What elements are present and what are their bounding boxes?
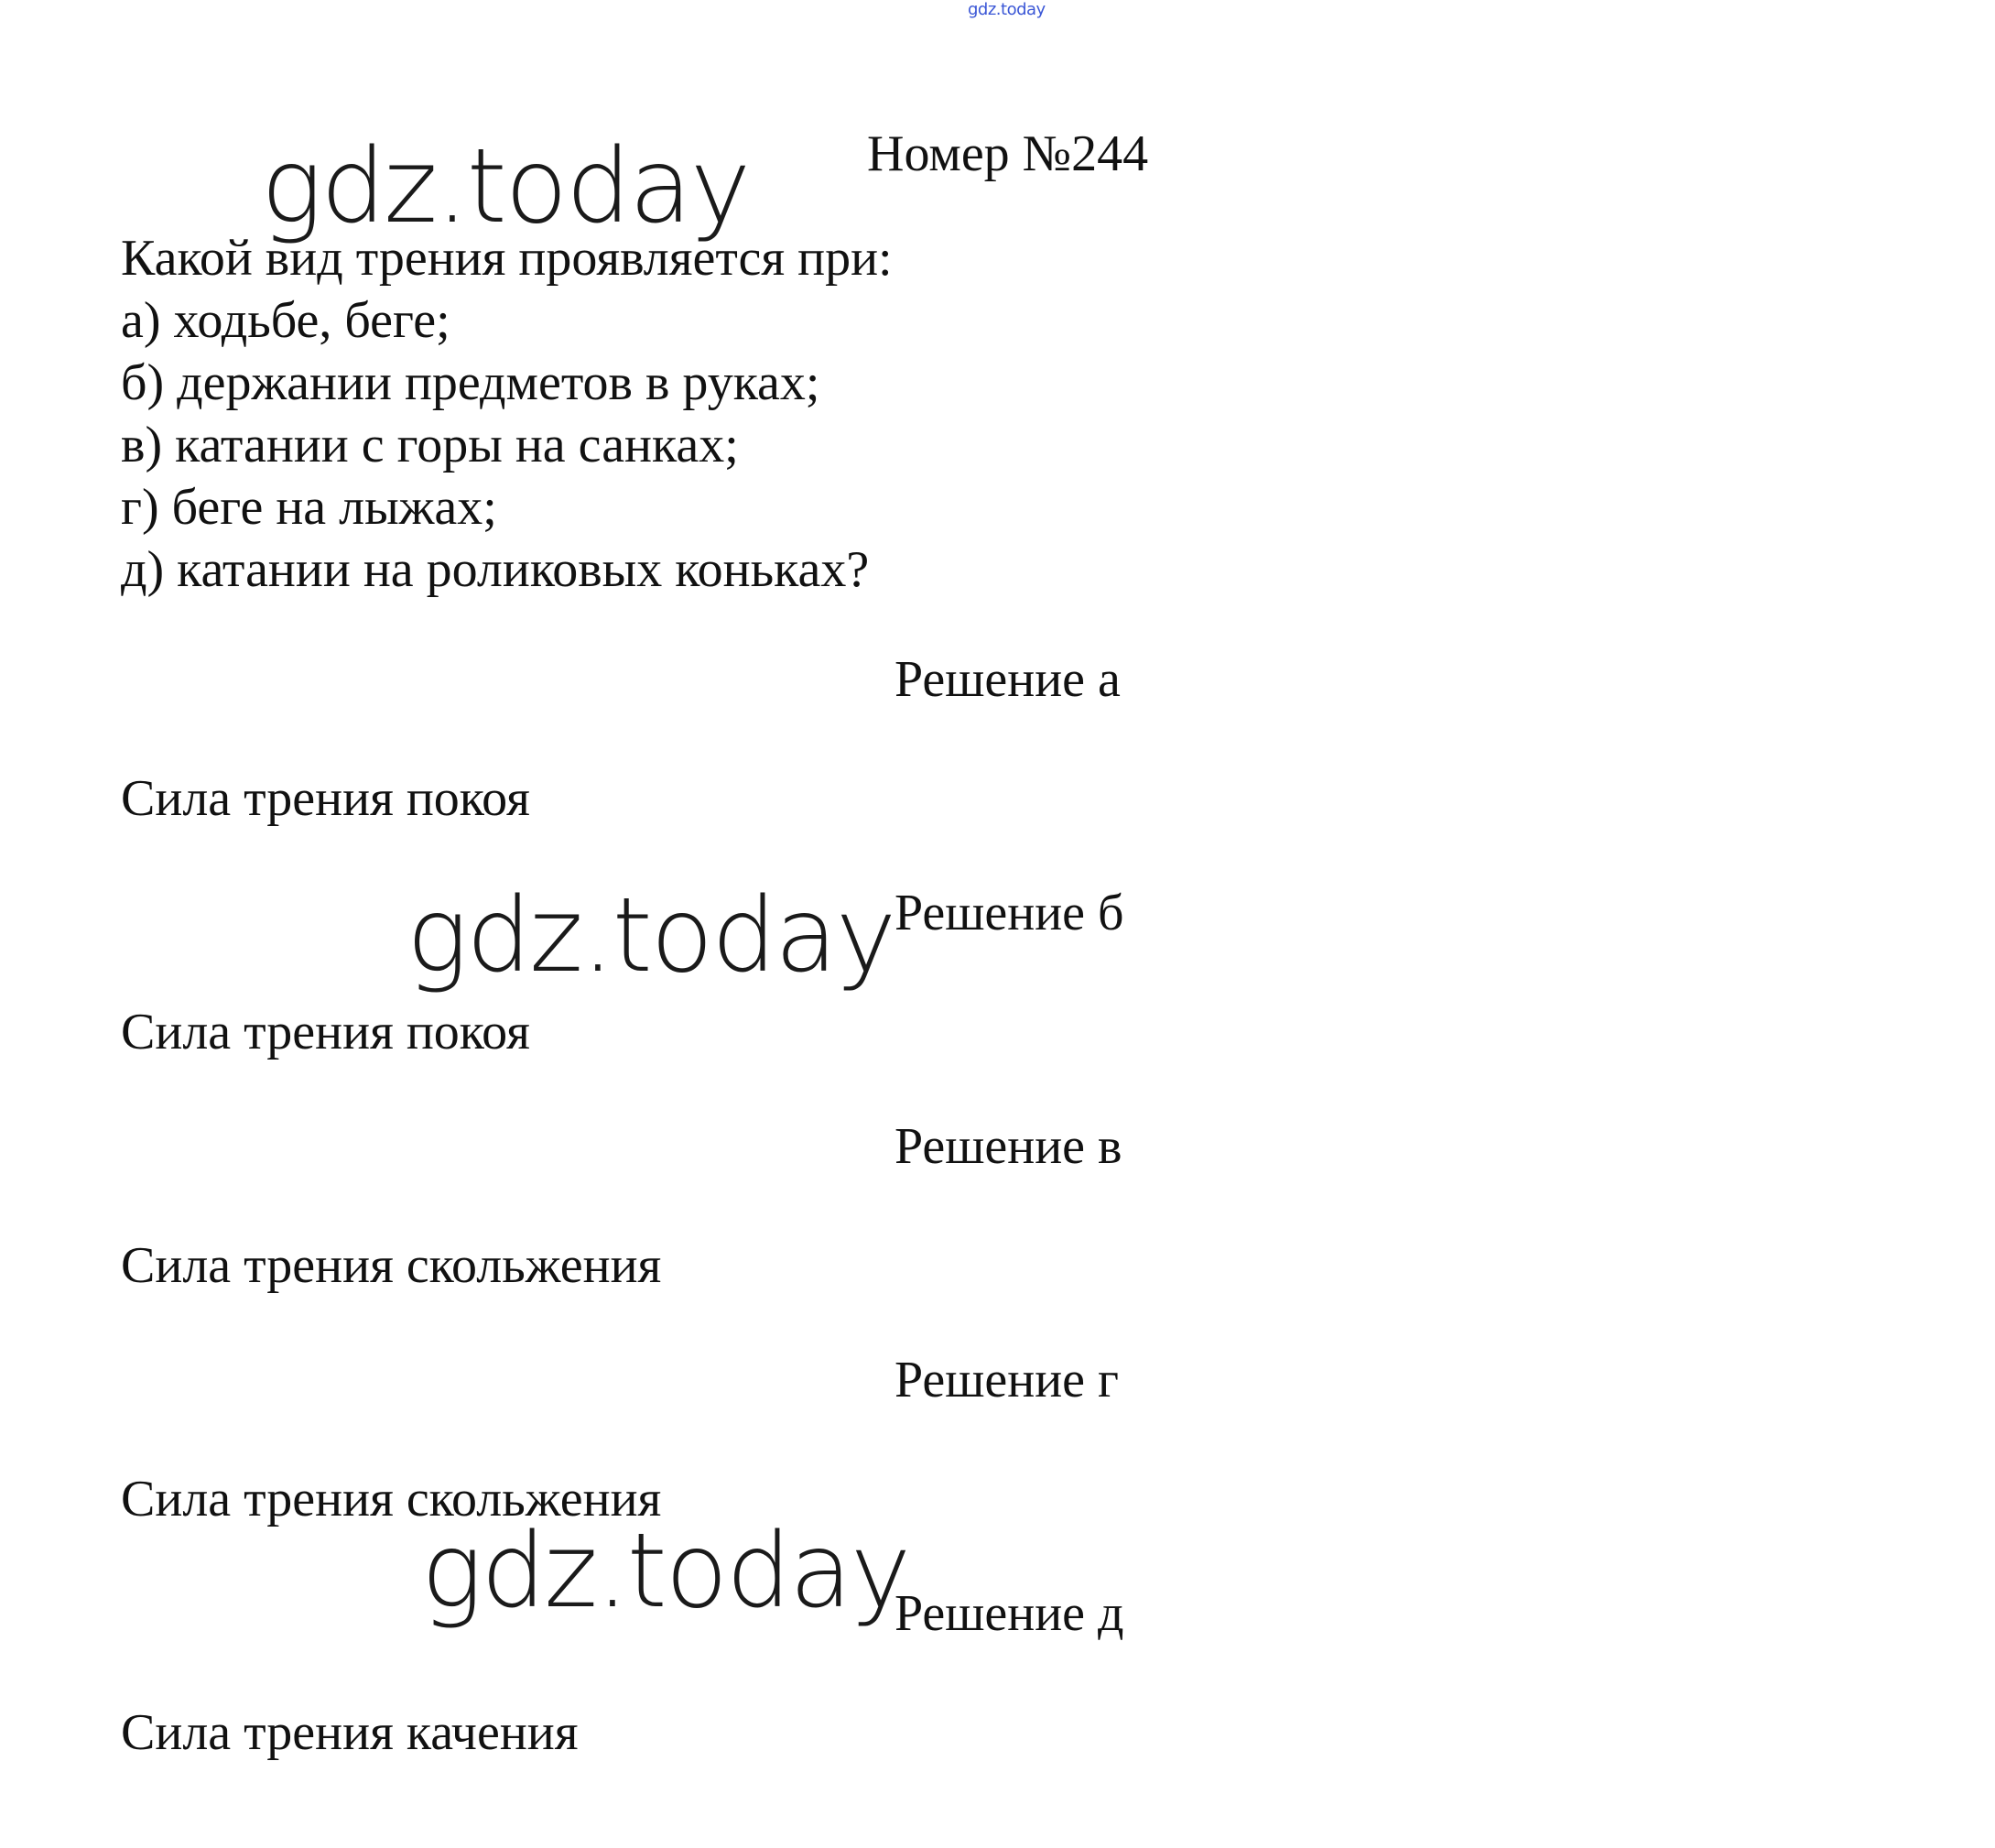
watermark-logo: gdz.today bbox=[421, 1512, 910, 1631]
solution-heading-g: Решение г bbox=[894, 1352, 1119, 1408]
question-item-a: а) ходьбе, беге; bbox=[121, 292, 450, 349]
question-item-g: г) беге на лыжах; bbox=[121, 479, 497, 536]
solution-heading-b: Решение б bbox=[894, 885, 1124, 941]
question-prompt: Какой вид трения проявляется при: bbox=[121, 230, 893, 287]
solution-heading-a: Решение а bbox=[894, 651, 1121, 708]
solution-answer-a: Сила трения покоя bbox=[121, 770, 530, 827]
question-item-d: д) катании на роликовых коньках? bbox=[121, 541, 870, 598]
watermark-logo: gdz.today bbox=[261, 127, 750, 246]
solution-answer-v: Сила трения скольжения bbox=[121, 1237, 662, 1294]
solution-answer-g: Сила трения скольжения bbox=[121, 1471, 662, 1527]
site-mark-top: gdz.today bbox=[968, 0, 1046, 19]
question-block bbox=[121, 227, 893, 601]
solution-heading-d: Решение д bbox=[894, 1585, 1124, 1642]
solution-answer-b: Сила трения покоя bbox=[121, 1004, 530, 1060]
question-item-b: б) держании предметов в руках; bbox=[121, 354, 820, 411]
solution-answer-d: Сила трения качения bbox=[121, 1704, 579, 1761]
question-item-v: в) катании с горы на санках; bbox=[121, 417, 739, 473]
solution-heading-v: Решение в bbox=[894, 1118, 1122, 1175]
watermark-logo: gdz.today bbox=[407, 876, 895, 995]
page-title: Номер №244 bbox=[867, 125, 1149, 182]
